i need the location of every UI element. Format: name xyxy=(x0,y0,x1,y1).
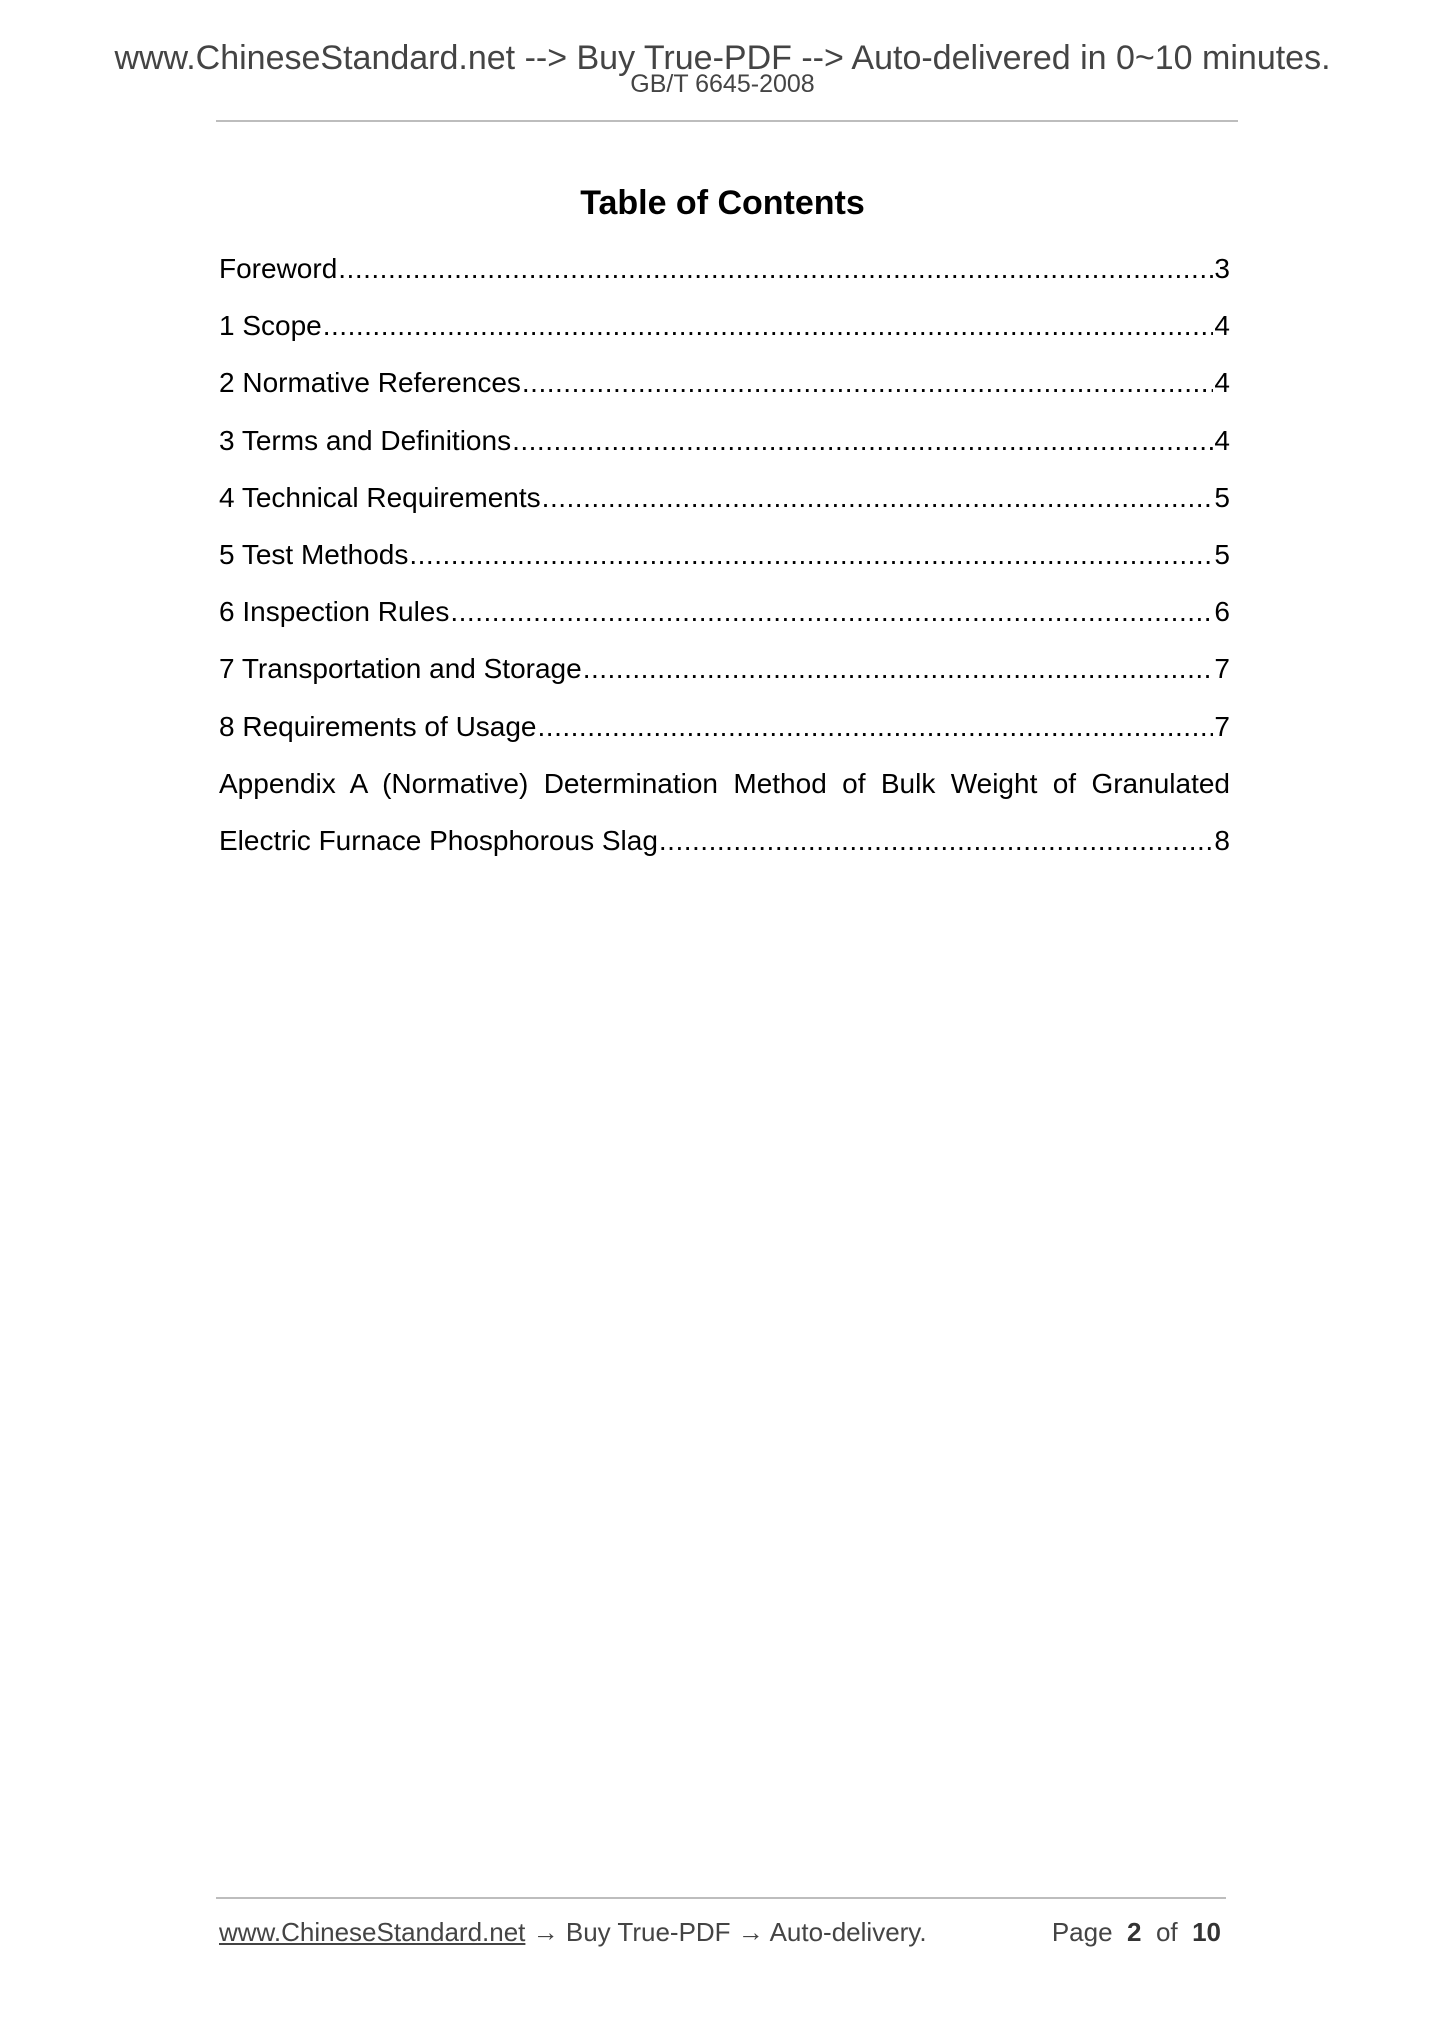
page-label: Page xyxy=(1051,1917,1113,1947)
toc-entry-label: 7 Transportation and Storage xyxy=(219,653,582,685)
toc-dot-leader xyxy=(512,420,1213,462)
toc-dot-leader xyxy=(323,305,1214,347)
toc-entry-appendix-a-line1[interactable]: Appendix A (Normative) Determination Method of Bulk Weight of Granulated xyxy=(219,767,1230,799)
toc-dot-leader xyxy=(409,534,1213,576)
toc-page-number: 4 xyxy=(1214,310,1230,342)
toc-entry-label: 8 Requirements of Usage xyxy=(219,710,537,742)
toc-dot-leader xyxy=(522,362,1214,404)
toc-entry-appendix-a[interactable] xyxy=(219,820,1230,877)
toc-page-number: 4 xyxy=(1214,367,1230,399)
toc-page-number: 6 xyxy=(1214,596,1230,628)
toc-title: Table of Contents xyxy=(580,184,865,222)
toc-page-number: 5 xyxy=(1214,538,1230,570)
toc-entry-transportation-and-storage[interactable] xyxy=(219,648,1230,705)
standard-code: GB/T 6645-2008 xyxy=(630,70,815,98)
toc-page-number: 4 xyxy=(1214,424,1230,456)
toc-page-number: 5 xyxy=(1214,481,1230,513)
toc-dot-leader xyxy=(659,820,1214,862)
toc-page-number: 7 xyxy=(1214,710,1230,742)
toc-entry-foreword[interactable] xyxy=(219,248,1230,305)
toc-page-number: 7 xyxy=(1214,653,1230,685)
footer-tagline: → Buy True-PDF → Auto-delivery. xyxy=(525,1917,927,1947)
toc-dot-leader xyxy=(542,477,1214,519)
page-indicator xyxy=(1052,1915,1221,1949)
toc-entry-terms-and-definitions[interactable] xyxy=(219,420,1230,477)
toc-entry-label: 1 Scope xyxy=(219,310,322,342)
toc-page-number: 3 xyxy=(1214,253,1230,284)
toc-entry-label: 4 Technical Requirements xyxy=(219,481,541,513)
current-page-number: 2 xyxy=(1127,1917,1142,1947)
toc-entry-scope[interactable] xyxy=(219,305,1230,362)
toc-dot-leader xyxy=(538,706,1214,748)
toc-dot-leader xyxy=(450,591,1213,633)
toc-entry-label: 5 Test Methods xyxy=(219,538,409,570)
toc-entry-normative-references[interactable] xyxy=(219,362,1230,419)
toc-entry-label: 6 Inspection Rules xyxy=(219,596,450,628)
footer-divider xyxy=(216,1897,1226,1899)
toc-entry-technical-requirements[interactable] xyxy=(219,477,1230,534)
table-of-contents xyxy=(219,248,1230,877)
toc-entry-label: Electric Furnace Phosphorous Slag xyxy=(219,824,658,856)
toc-entry-label: Foreword xyxy=(219,253,338,284)
page-footer xyxy=(219,1915,1224,1949)
toc-dot-leader xyxy=(338,248,1213,290)
toc-entry-inspection-rules[interactable] xyxy=(219,591,1230,648)
footer-site-link[interactable]: www.ChineseStandard.net xyxy=(219,1917,526,1947)
total-page-count: 10 xyxy=(1192,1917,1221,1947)
toc-dot-leader xyxy=(583,648,1214,690)
toc-entry-label: 2 Normative References xyxy=(219,367,521,399)
toc-entry-requirements-of-usage[interactable] xyxy=(219,706,1230,763)
site-banner: www.ChineseStandard.net --> Buy True-PDF --> Auto-delivered in 0~10 minutes. xyxy=(114,39,1331,77)
toc-entry-label: 3 Terms and Definitions xyxy=(219,424,512,456)
toc-page-number: 8 xyxy=(1214,824,1230,856)
page-of-label: of xyxy=(1155,1917,1178,1947)
header-divider xyxy=(216,120,1238,122)
toc-entry-test-methods[interactable] xyxy=(219,534,1230,591)
